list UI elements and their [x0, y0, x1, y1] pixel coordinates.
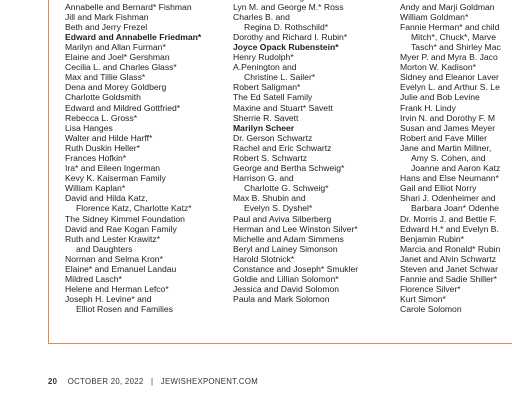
donor-name: Paul and Aviva Silberberg [233, 213, 332, 224]
donor-name: Jane and Martin Millner, [400, 142, 492, 153]
donor-name: Christine L. Sailer* [244, 72, 316, 83]
donor-name: Harold Slotnick* [233, 253, 295, 264]
donor-name: Helene and Herman Lefco* [65, 284, 169, 295]
donor-name: Irvin N. and Dorothy F. M [400, 112, 496, 123]
donor-name: Carole Solomon [400, 304, 462, 315]
donor-name: Charles B. and [233, 11, 290, 22]
donor-name: Goldie and Lillian Solomon* [233, 274, 339, 285]
footer-separator: | [150, 377, 154, 386]
donor-name: George and Bertha Schweig* [233, 163, 345, 174]
donor-name: Harrison G. and [233, 173, 294, 184]
donor-name: Gail and Elliot Norry [400, 183, 477, 194]
donor-column-3 [400, 0, 501, 315]
donor-name: David and Rae Kogan Family [65, 223, 177, 234]
donor-name: Beryl and Lainey Simonson [233, 243, 338, 254]
donor-name: Michelle and Adam Simmens [233, 233, 344, 244]
donor-name: Barbara Joan* Odenhe [411, 203, 499, 214]
donor-name: Henry Rudolph* [233, 52, 294, 63]
donor-name: Julie and Bob Levine [400, 92, 480, 103]
page-footer [48, 377, 258, 386]
donor-name: Evelyn L. and Arthur S. Le [400, 82, 500, 93]
page-content-frame [48, 0, 512, 344]
donor-name: Myer P. and Myra B. Jaco [400, 52, 498, 63]
donor-name: Fannie Herman* and child [400, 21, 500, 32]
donor-name: The Sidney Kimmel Foundation [65, 213, 185, 224]
donor-name: Maxine and Stuart* Savett [233, 102, 333, 113]
donor-name: Sidney and Eleanor Laver [400, 72, 499, 83]
donor-name: Ruth Duskin Heller* [65, 142, 140, 153]
donor-name: Beth and Jerry Frezel [65, 21, 148, 32]
donor-name: Dorothy and Richard I. Rubin* [233, 31, 348, 42]
donor-name: Ruth and Lester Krawitz* [65, 233, 161, 244]
donor-name: Elaine and Joel* Gershman [65, 52, 170, 63]
donor-name: Amy S. Cohen, and [411, 153, 486, 163]
donor-name: Herman and Lee Winston Silver* [233, 223, 358, 234]
donor-name: Dr. Gerson Schwartz [233, 132, 313, 143]
donor-name: Marcia and Ronald* Rubin [400, 243, 501, 254]
donor-name: Florence Katz, Charlotte Katz* [76, 203, 192, 214]
donor-name: Morton W. Kadison* [400, 62, 476, 73]
donor-name: Jill and Mark Fishman [65, 11, 149, 22]
donor-name: Tasch* and Shirley Mac [411, 41, 501, 52]
donor-name: Edward and Annabelle Friedman* [65, 31, 202, 42]
donor-name: Florence Silver* [400, 284, 461, 295]
donor-name: Evelyn S. Dyshel* [244, 203, 313, 214]
donor-name: Dena and Morey Goldberg [65, 82, 167, 93]
donor-name: Janet and Alvin Schwartz [400, 253, 497, 264]
donor-name: Charlotte G. Schweig* [244, 183, 329, 194]
donor-name: Dr. Morris J. and Bettie F. [400, 213, 497, 224]
donor-name: Rebecca L. Gross* [65, 112, 138, 123]
page-number: 20 [48, 377, 58, 386]
donor-name: Andy and Marji Goldman [400, 1, 495, 12]
donor-name: Benjamin Rubin* [400, 233, 465, 244]
donor-name: Norman and Selma Kron* [65, 253, 163, 264]
donor-name: Joyce Opack Rubenstein* [233, 41, 339, 52]
donor-name: Robert Saligman* [233, 82, 301, 93]
donor-name: Mildred Lasch* [65, 274, 122, 285]
donor-name: Regina D. Rothschild* [244, 21, 329, 32]
donor-name: Frances Hofkin* [65, 153, 127, 163]
donor-name: Jessica and David Solomon [233, 284, 340, 295]
donor-name: The Ed Satell Family [233, 92, 313, 103]
donor-name: Sherrie R. Savett [233, 112, 299, 123]
donor-name: Robert and Fave Miller [400, 132, 487, 143]
donor-name: Charlotte Goldsmith [65, 92, 141, 103]
donor-name: Mitch*, Chuck*, Marve [411, 31, 497, 42]
donor-name: Kurt Simon* [400, 294, 446, 305]
donor-name: Hans and Else Neumann* [400, 173, 499, 184]
donor-name: A.Penington and [233, 62, 297, 73]
donor-name: and Daughters [76, 243, 133, 254]
donor-name: Elaine* and Emanuel Landau [65, 264, 177, 275]
donor-name: William Kaplan* [65, 183, 126, 194]
donor-name: Kevy K. Kaiserman Family [65, 173, 166, 184]
donor-name: Fannie and Sadie Shiller* [400, 274, 497, 285]
donor-name: Walter and Hilde Harff* [65, 132, 153, 143]
donor-name: Edward and Mildred Gottfried* [65, 102, 181, 113]
donor-column-2 [233, 0, 361, 304]
donor-column-1 [65, 0, 201, 315]
donor-name: Susan and James Meyer [400, 122, 496, 133]
donor-name: Marilyn Scheer [233, 122, 295, 133]
donor-name: Edward H.* and Evelyn B. [400, 223, 499, 234]
donor-name: Robert S. Schwartz [233, 153, 308, 163]
donor-name: Joanne and Aaron Katz [411, 163, 501, 174]
donor-name: Ira* and Eileen Ingerman [65, 163, 161, 174]
donor-name: Frank H. Lindy [400, 102, 456, 113]
donor-name: Cecilia L. and Charles Glass* [65, 62, 177, 73]
donor-name: William Goldman* [400, 11, 469, 22]
donor-name: David and Hilda Katz, [65, 193, 148, 204]
donor-name: Max and Tillie Glass* [65, 72, 146, 83]
donor-name: Annabelle and Bernard* Fishman [65, 1, 192, 12]
donor-name: Lyn M. and George M.* Ross [233, 1, 344, 12]
website-link[interactable]: JEWISHEXPONENT.COM [160, 377, 258, 386]
donor-name: Max B. Shubin and [233, 193, 306, 204]
donor-name: Paula and Mark Solomon [233, 294, 330, 305]
donor-name: Lisa Hanges [65, 122, 113, 133]
donor-name: Marilyn and Allan Furman* [65, 41, 166, 52]
donor-name: Shari J. Odenheimer and [400, 193, 496, 204]
donor-name: Elliot Rosen and Families [76, 304, 173, 315]
donor-name: Constance and Joseph* Smukler [233, 264, 359, 275]
donor-name: Joseph H. Levine* and [65, 294, 152, 305]
issue-date: OCTOBER 20, 2022 [67, 377, 144, 386]
donor-name: Steven and Janet Schwar [400, 264, 498, 275]
donor-name: Rachel and Eric Schwartz [233, 142, 332, 153]
